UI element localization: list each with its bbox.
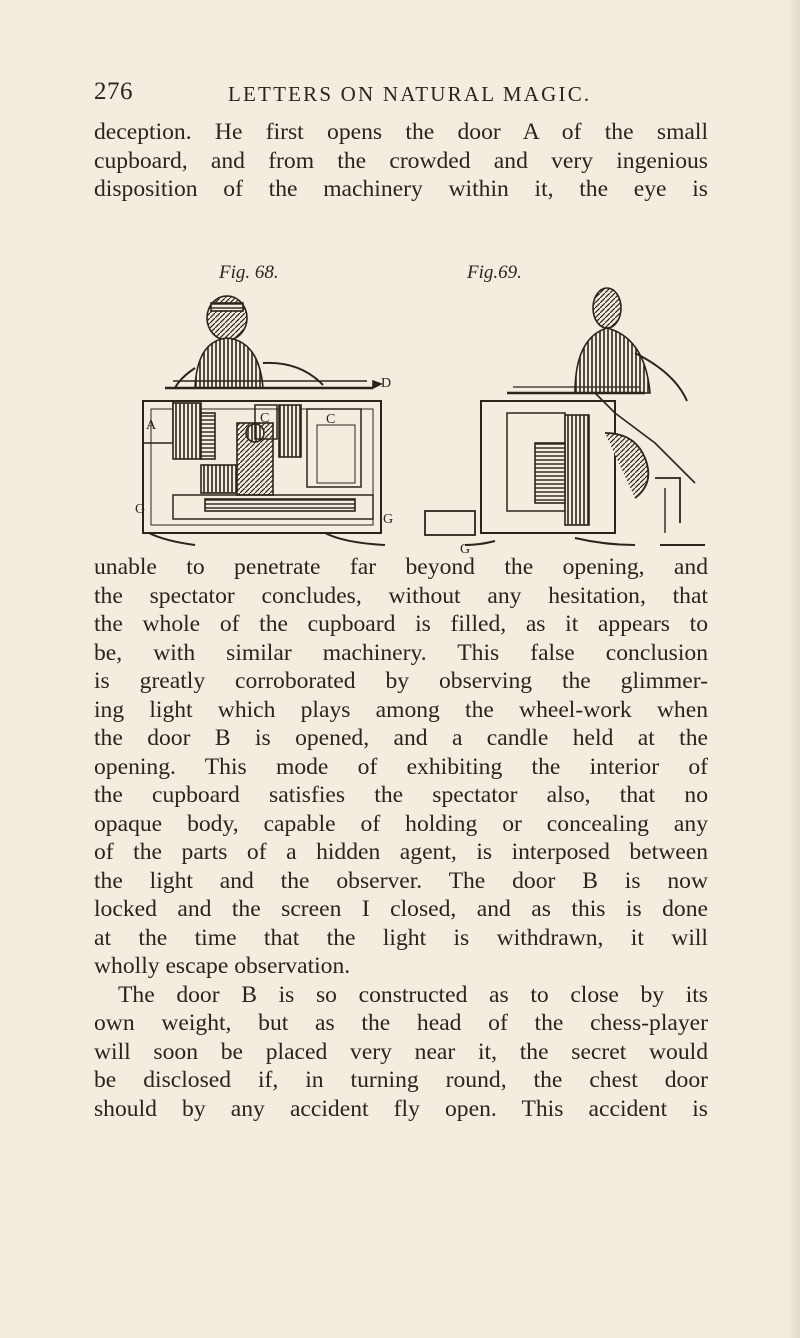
- text-line: disposition of the machinery within it, the eye is: [94, 176, 708, 202]
- text-line: unable to penetrate far beyond the opening, and: [94, 554, 708, 580]
- fig68-machinery-left: [173, 403, 201, 459]
- fig68-letter-d: D: [381, 376, 392, 391]
- text-line: will soon be placed very near it, the secret would: [94, 1038, 708, 1065]
- fig68-letter-c1: C: [260, 411, 270, 426]
- text-line: own weight, but as the head of the chess-player: [94, 1010, 708, 1036]
- running-head: LETTERS ON NATURAL MAGIC.: [228, 82, 592, 106]
- text-line: the door B is opened, and a candle held at the: [94, 725, 708, 751]
- fig69-letter-g: G: [460, 542, 471, 555]
- fig-68-label: Fig. 68.: [219, 262, 279, 283]
- text-line: locked and the screen I closed, and as this is done: [94, 896, 708, 922]
- fig-68-drawing: [135, 296, 393, 545]
- text-line: is greatly corroborated by observing the glimmer-: [94, 668, 708, 694]
- text-line: be disclosed if, in turning round, the chest door: [94, 1067, 708, 1093]
- text-line: be, with similar machinery. This false conclusion: [94, 639, 708, 666]
- fig69-torso: [575, 328, 650, 393]
- fig69-machinery: [565, 415, 589, 525]
- text-line: the light and the observer. The door B is now: [94, 867, 708, 894]
- paragraph-top: [94, 118, 708, 204]
- text-line: ing light which plays among the wheel-work when: [94, 696, 708, 723]
- text-line: should by any accident fly open. This accident is: [94, 1095, 708, 1122]
- text-line: at the time that the light is withdrawn, it will: [94, 924, 708, 951]
- figure-illustration: [135, 283, 710, 555]
- fig68-letter-g: G: [135, 502, 146, 517]
- text-line: the cupboard satisfies the spectator also, that no: [94, 782, 708, 808]
- text-line: The door B is so constructed as to close by its: [118, 981, 708, 1008]
- fig69-head: [593, 288, 621, 328]
- fig-69-label: Fig.69.: [467, 262, 522, 283]
- fig68-letter-g2: G: [383, 512, 394, 527]
- text-line: of the parts of a hidden agent, is interposed between: [94, 839, 708, 865]
- fig68-letter-c2: C: [326, 412, 336, 427]
- text-line: opening. This mode of exhibiting the interior of: [94, 753, 708, 780]
- page-number: 276: [94, 78, 133, 105]
- text-line: the whole of the cupboard is filled, as it appears to: [94, 611, 708, 637]
- paragraph-main: [94, 553, 708, 1123]
- text-line: the spectator concludes, without any hesitation, that: [94, 582, 708, 609]
- page-edge: [790, 0, 800, 1338]
- text-line: cupboard, and from the crowded and very ingenious: [94, 147, 708, 174]
- fig-69-drawing: [425, 288, 705, 555]
- page-header: [94, 78, 714, 112]
- text-line: deception. He first opens the door A of the small: [94, 119, 708, 145]
- text-line: wholly escape observation.: [94, 953, 351, 979]
- fig68-letter-a: A: [146, 418, 157, 433]
- text-line: opaque body, capable of holding or concealing any: [94, 810, 708, 837]
